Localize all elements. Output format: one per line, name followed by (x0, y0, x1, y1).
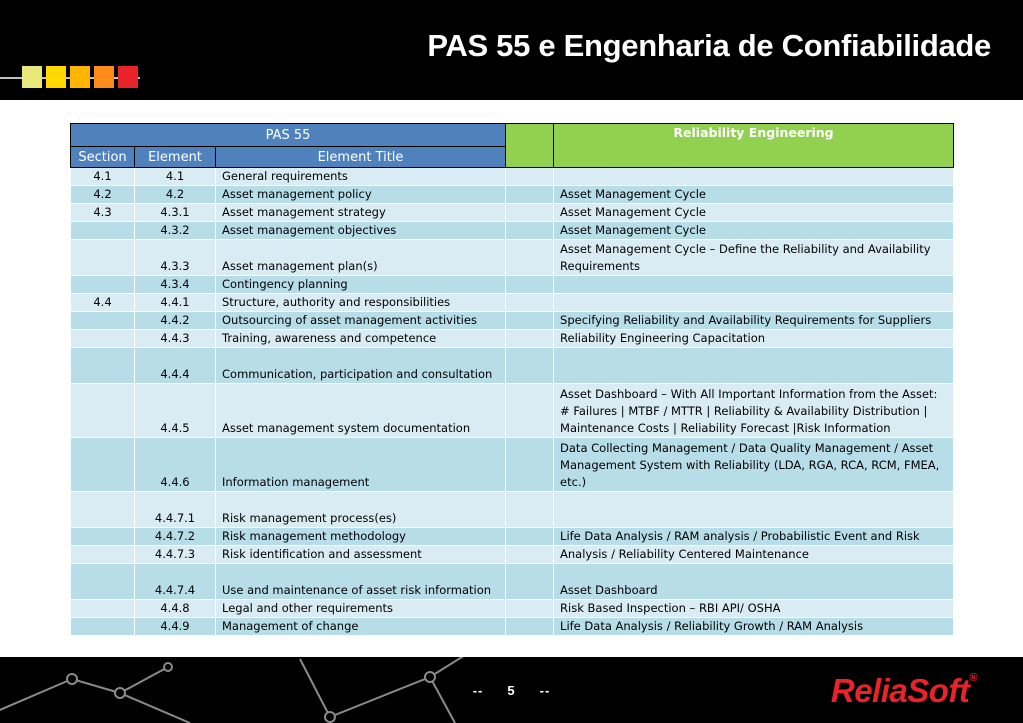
table-cell-gap (506, 348, 554, 384)
table-cell-section: 4.4 (71, 294, 135, 312)
table-cell-gap (506, 204, 554, 222)
table-cell-reliability (554, 276, 954, 294)
column-header-section: Section (71, 147, 135, 168)
table-cell-element-title: General requirements (216, 168, 506, 186)
table-cell-gap (506, 186, 554, 204)
table-cell-element-title: Asset management objectives (216, 222, 506, 240)
table-cell-section (71, 546, 135, 564)
table-cell-reliability (554, 492, 954, 528)
pas55-group-header: PAS 55 (71, 124, 506, 147)
table-cell-reliability: Life Data Analysis / Reliability Growth / RAM Analysis (554, 618, 954, 636)
table-cell-gap (506, 222, 554, 240)
table-cell-reliability: Asset Management Cycle – Define the Reliability and Availability Requirements (554, 240, 954, 276)
table-cell-reliability: Asset Management Cycle (554, 222, 954, 240)
table-cell-gap (506, 384, 554, 438)
table-cell-gap (506, 276, 554, 294)
table-cell-element-title: Use and maintenance of asset risk information (216, 564, 506, 600)
table-cell-gap (506, 492, 554, 528)
table-row (71, 240, 954, 276)
column-header-element-title: Element Title (216, 147, 506, 168)
table-cell-element: 4.4.6 (135, 438, 216, 492)
table-cell-element: 4.4.7.3 (135, 546, 216, 564)
square-red (118, 66, 138, 88)
table-cell-gap (506, 618, 554, 636)
table-cell-element-title: Outsourcing of asset management activities (216, 312, 506, 330)
page-dash-left: -- (472, 683, 484, 698)
gap-header (506, 124, 554, 168)
reliasoft-logo (831, 672, 977, 710)
decorative-squares (0, 66, 140, 90)
table-cell-section (71, 240, 135, 276)
table-cell-gap (506, 600, 554, 618)
table-cell-section (71, 348, 135, 384)
logo-text: ReliaSoft (830, 672, 970, 709)
table-row (71, 492, 954, 528)
square-orange (94, 66, 114, 88)
table-row (71, 294, 954, 312)
table-cell-element-title: Risk management methodology (216, 528, 506, 546)
table-cell-element-title: Training, awareness and competence (216, 330, 506, 348)
table-cell-section (71, 528, 135, 546)
table-cell-reliability (554, 294, 954, 312)
table-row (71, 546, 954, 564)
table-row (71, 348, 954, 384)
table-cell-gap (506, 528, 554, 546)
table-cell-element-title: Information management (216, 438, 506, 492)
table-cell-gap (506, 168, 554, 186)
table-cell-section: 4.3 (71, 204, 135, 222)
table-cell-reliability: Asset Dashboard – With All Important Information from the Asset: # Failures | MTBF / MTTR | Reliability & Availability Distribution | Maintenance Costs | Reliability Forecast |Risk Information (554, 384, 954, 438)
logo-registered-mark: ® (969, 672, 977, 684)
network-node (325, 712, 335, 722)
table-cell-reliability: Risk Based Inspection – RBI API/ OSHA (554, 600, 954, 618)
table-cell-section (71, 600, 135, 618)
table-cell-element: 4.3.1 (135, 204, 216, 222)
table-cell-reliability: Asset Management Cycle (554, 186, 954, 204)
table-cell-element: 4.4.1 (135, 294, 216, 312)
table-cell-element-title: Risk identification and assessment (216, 546, 506, 564)
table-cell-element: 4.1 (135, 168, 216, 186)
table-cell-element: 4.4.4 (135, 348, 216, 384)
table-cell-element-title: Asset management policy (216, 186, 506, 204)
pas55-table (70, 123, 954, 636)
table-cell-element-title: Contingency planning (216, 276, 506, 294)
table-body (71, 168, 954, 636)
table-cell-element: 4.4.2 (135, 312, 216, 330)
table-cell-section (71, 384, 135, 438)
table-cell-element: 4.4.9 (135, 618, 216, 636)
table-cell-reliability: Data Collecting Management / Data Quality Management / Asset Management System with Reliability (LDA, RGA, RCA, RCM, FMEA, etc.) (554, 438, 954, 492)
table-cell-element: 4.3.3 (135, 240, 216, 276)
table-row (71, 312, 954, 330)
table-row (71, 438, 954, 492)
table-cell-element-title: Risk management process(es) (216, 492, 506, 528)
table-cell-section (71, 276, 135, 294)
table-cell-reliability: Asset Management Cycle (554, 204, 954, 222)
page-dash-right: -- (539, 683, 551, 698)
table-cell-reliability: Reliability Engineering Capacitation (554, 330, 954, 348)
table-row (71, 618, 954, 636)
table-row (71, 186, 954, 204)
table-cell-element: 4.4.5 (135, 384, 216, 438)
table-row (71, 384, 954, 438)
table-cell-element: 4.2 (135, 186, 216, 204)
table-cell-gap (506, 330, 554, 348)
table-cell-section: 4.1 (71, 168, 135, 186)
table-cell-section (71, 222, 135, 240)
table-cell-section (71, 438, 135, 492)
table-cell-section (71, 312, 135, 330)
table-cell-reliability: Asset Dashboard (554, 564, 954, 600)
table-cell-reliability: Analysis / Reliability Centered Maintenance (554, 546, 954, 564)
square-yellow (46, 66, 66, 88)
table-cell-element: 4.4.7.1 (135, 492, 216, 528)
square-yellow-light (22, 66, 42, 88)
table-row (71, 330, 954, 348)
table-cell-section (71, 330, 135, 348)
table-row (71, 276, 954, 294)
table-cell-reliability: Life Data Analysis / RAM analysis / Probabilistic Event and Risk (554, 528, 954, 546)
table-cell-element-title: Legal and other requirements (216, 600, 506, 618)
table-cell-element-title: Asset management plan(s) (216, 240, 506, 276)
table-cell-gap (506, 294, 554, 312)
table-cell-element: 4.4.3 (135, 330, 216, 348)
table-cell-element-title: Asset management strategy (216, 204, 506, 222)
page-number-value: 5 (507, 683, 516, 698)
table-cell-element: 4.4.7.2 (135, 528, 216, 546)
square-amber (70, 66, 90, 88)
table-cell-reliability: Specifying Reliability and Availability Requirements for Suppliers (554, 312, 954, 330)
slide-title: PAS 55 e Engenharia de Confiabilidade (427, 28, 991, 63)
table-cell-section (71, 492, 135, 528)
table-cell-element: 4.4.8 (135, 600, 216, 618)
table-cell-element-title: Communication, participation and consultation (216, 348, 506, 384)
table-cell-gap (506, 438, 554, 492)
table-row (71, 528, 954, 546)
network-node (425, 672, 435, 682)
table-cell-element: 4.4.7.4 (135, 564, 216, 600)
table-row (71, 564, 954, 600)
network-node (164, 663, 172, 671)
table-cell-gap (506, 564, 554, 600)
table-cell-section: 4.2 (71, 186, 135, 204)
table-row (71, 222, 954, 240)
table-cell-section (71, 618, 135, 636)
table-cell-gap (506, 240, 554, 276)
table-cell-gap (506, 546, 554, 564)
column-header-element: Element (135, 147, 216, 168)
table-row (71, 168, 954, 186)
table-cell-gap (506, 312, 554, 330)
table-row (71, 600, 954, 618)
table-cell-element-title: Asset management system documentation (216, 384, 506, 438)
table-row (71, 204, 954, 222)
table-cell-element-title: Structure, authority and responsibilities (216, 294, 506, 312)
table-cell-section (71, 564, 135, 600)
table-cell-element: 4.3.2 (135, 222, 216, 240)
reliability-header: Reliability Engineering (554, 124, 954, 168)
table-cell-reliability (554, 348, 954, 384)
table-cell-element: 4.3.4 (135, 276, 216, 294)
table-cell-reliability (554, 168, 954, 186)
table-cell-element-title: Management of change (216, 618, 506, 636)
